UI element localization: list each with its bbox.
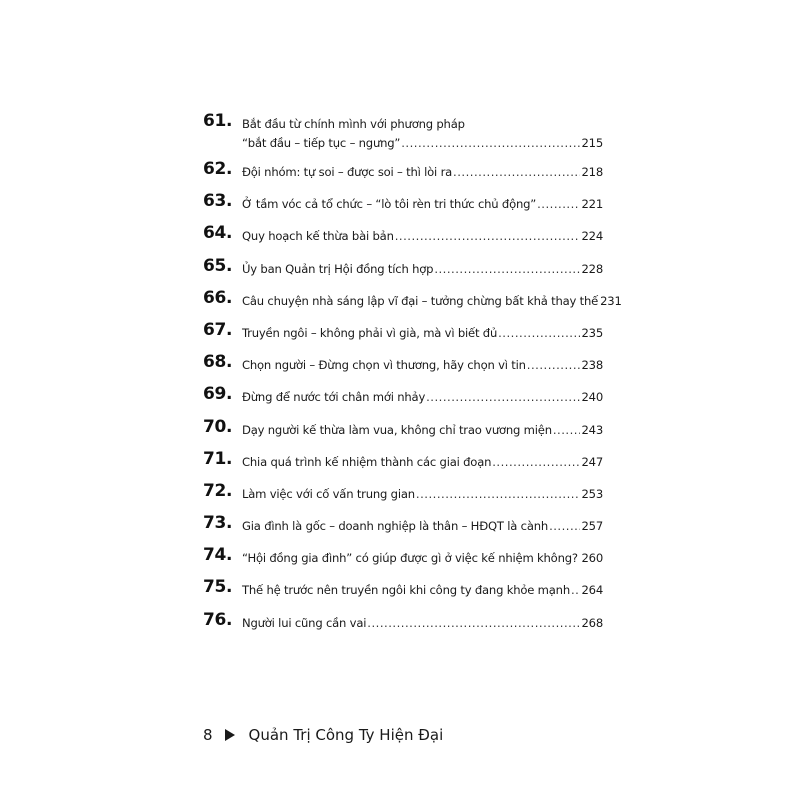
chapter-number: 75. [203, 577, 233, 598]
chapter-number: 62. [203, 159, 233, 179]
page-number: 240 [581, 390, 603, 405]
chapter-number: 76. [203, 609, 233, 630]
toc-entry [203, 450, 603, 482]
chapter-number: 72. [203, 480, 233, 501]
footer-book-title: Quản Trị Công Ty Hiện Đại [248, 726, 444, 744]
toc-entry [203, 321, 603, 353]
chapter-title: “bắt đầu – tiếp tục – ngưng” [242, 136, 401, 150]
toc-entry [203, 418, 603, 450]
toc-entry [203, 353, 603, 385]
page-number: 218 [581, 165, 603, 179]
toc-line [242, 453, 603, 472]
page-number: 228 [581, 261, 603, 276]
footer-page-number: 8 [203, 726, 213, 744]
toc-entry [203, 112, 603, 160]
dot-leader [537, 195, 580, 214]
dot-leader [426, 388, 580, 407]
page-number: 257 [581, 519, 603, 534]
chapter-title: Câu chuyện nhà sáng lập vĩ đại – tưởng chừng bất khả thay thế [242, 293, 599, 308]
toc-line [242, 195, 603, 214]
chapter-title: Chọn người – Đừng chọn vì thương, hãy chọn vì tin [242, 358, 526, 373]
chapter-title: Quy hoạch kế thừa bài bản [242, 229, 394, 244]
chapter-number: 74. [203, 545, 233, 566]
chapter-number: 66. [203, 287, 233, 308]
toc-line [242, 421, 603, 440]
chapter-title: Dạy người kế thừa làm vua, không chỉ trao vương miện [242, 422, 552, 437]
dot-leader [549, 517, 580, 536]
toc-line [242, 388, 603, 407]
chapter-number: 64. [203, 223, 233, 244]
chapter-title: Ở tầm vóc cả tổ chức – “lò tôi rèn tri thức chủ động” [242, 197, 537, 212]
toc-entry [203, 578, 603, 610]
dot-leader [553, 421, 581, 440]
toc-entry [203, 160, 603, 192]
page-number: 231 [600, 293, 622, 308]
page-number: 268 [581, 615, 603, 630]
page-number: 235 [581, 325, 603, 340]
dot-leader [401, 134, 580, 153]
toc-entry [203, 611, 603, 643]
chapter-title: Thế hệ trước nên truyền ngôi khi công ty đang khỏe mạnh [242, 583, 570, 598]
dot-leader [498, 324, 580, 343]
chapter-number: 69. [203, 384, 233, 405]
page-number: 260 [581, 551, 603, 566]
chapter-number: 67. [203, 319, 233, 340]
dot-leader [492, 453, 580, 472]
dot-leader [416, 485, 581, 504]
toc-line [242, 356, 603, 375]
chapter-title: Ủy ban Quản trị Hội đồng tích hợp [242, 261, 434, 276]
dot-leader [453, 163, 580, 182]
toc-line [242, 324, 603, 343]
chapter-title: Chia quá trình kế nhiệm thành các giai đoạn [242, 454, 492, 469]
chapter-title: Người lui cũng cần vai [242, 615, 367, 630]
toc-entry [203, 257, 603, 289]
chapter-number: 73. [203, 513, 233, 534]
dot-leader [367, 614, 580, 633]
dot-leader [579, 549, 581, 568]
chapter-number: 61. [203, 111, 233, 131]
toc-entry [203, 546, 603, 578]
toc-line [242, 485, 603, 504]
dot-leader [395, 227, 581, 246]
page-number: 224 [581, 229, 603, 244]
chapter-title: Đừng để nước tới chân mới nhảy [242, 390, 426, 405]
page-footer [203, 726, 443, 744]
chapter-number: 65. [203, 255, 233, 276]
toc-line [242, 134, 603, 153]
page-number: 215 [581, 136, 603, 150]
dot-leader [434, 260, 580, 279]
chapter-number: 70. [203, 416, 233, 437]
toc-line [242, 614, 603, 633]
chapter-number: 71. [203, 448, 233, 469]
page-number: 264 [581, 583, 603, 598]
chapter-number: 63. [203, 191, 233, 212]
page-number: 238 [581, 358, 603, 373]
page-number: 247 [581, 454, 603, 469]
dot-leader [527, 356, 581, 375]
toc-line [242, 163, 603, 182]
toc-line [242, 260, 603, 279]
page-number: 221 [581, 197, 603, 212]
page-number: 243 [581, 422, 603, 437]
toc-entry [203, 482, 603, 514]
chapter-title: “Hội đồng gia đình” có giúp được gì ở việc kế nhiệm không? [242, 551, 578, 566]
toc-entry [203, 192, 603, 224]
table-of-contents [203, 111, 622, 643]
chapter-number: 68. [203, 352, 233, 373]
toc-entry [203, 287, 622, 321]
chapter-title-first-line: Bắt đầu từ chính mình với phương pháp [242, 117, 465, 131]
dot-leader [571, 581, 580, 600]
page-number: 253 [581, 486, 603, 501]
toc-line [242, 549, 603, 568]
toc-line [242, 517, 603, 536]
toc-line [242, 292, 622, 311]
triangle-arrow-icon [225, 729, 235, 741]
chapter-title: Truyền ngôi – không phải vì già, mà vì biết đủ [242, 325, 498, 340]
chapter-title: Đội nhóm: tự soi – được soi – thì lòi ra [242, 165, 453, 179]
toc-line [242, 581, 603, 600]
chapter-title: Gia đình là gốc – doanh nghiệp là thân – HĐQT là cành [242, 519, 549, 534]
toc-entry [203, 385, 603, 417]
chapter-title: Làm việc với cố vấn trung gian [242, 486, 415, 501]
toc-line [242, 227, 603, 246]
toc-entry [203, 514, 603, 546]
toc-entry [203, 224, 603, 256]
